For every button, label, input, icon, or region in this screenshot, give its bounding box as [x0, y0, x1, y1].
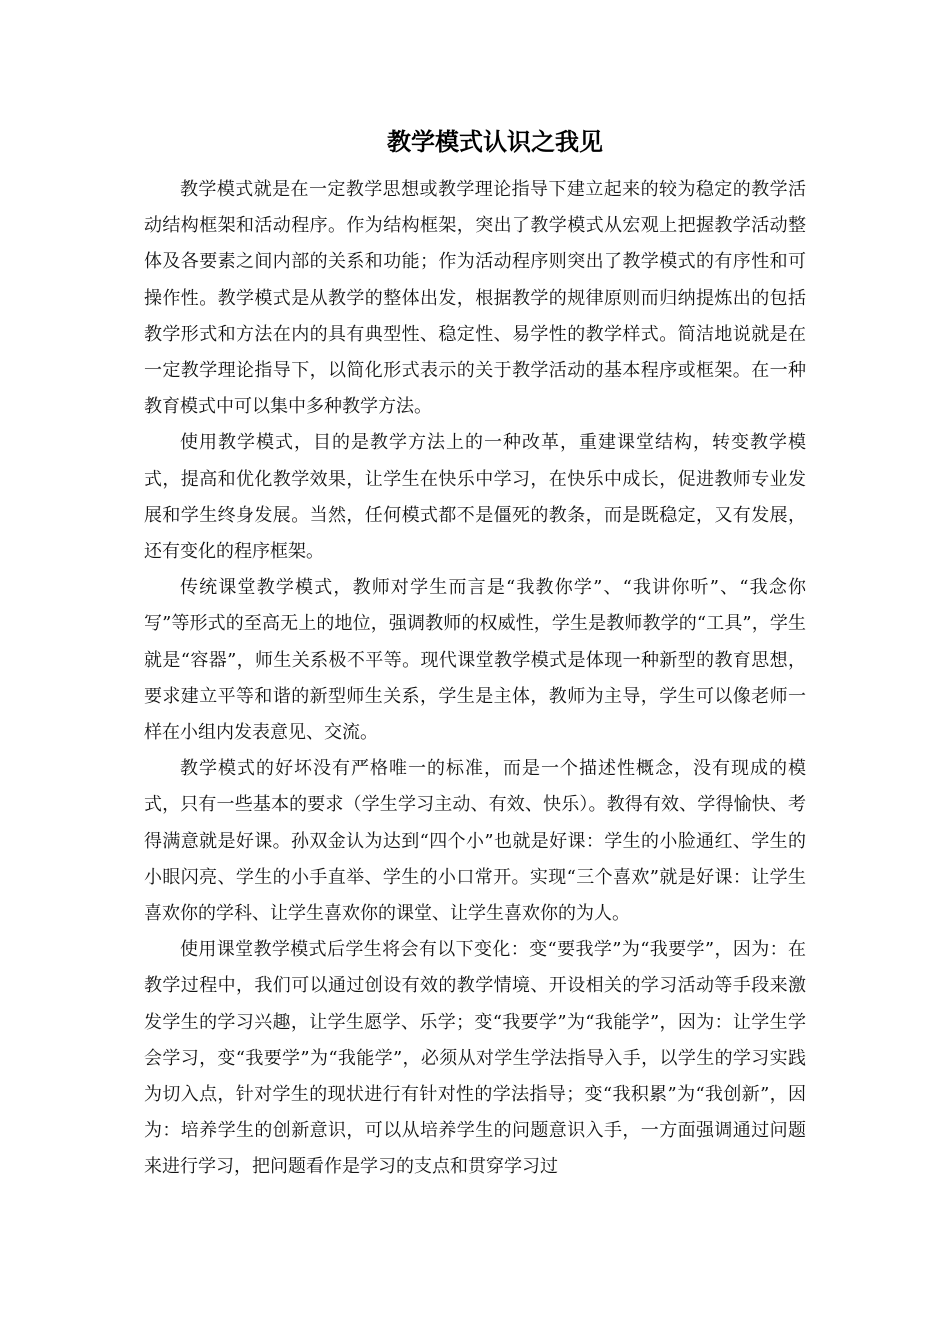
paragraph-2: 使用教学模式，目的是教学方法上的一种改革，重建课堂结构，转变教学模式，提高和优化教学效果，让学生在快乐中学习，在快乐中成长，促进教师专业发展和学生终身发展。当然，任何模式都不是僵死的教条，而是既稳定，又有发展，还有变化的程序框架。: [144, 432, 806, 563]
paragraph-3: 传统课堂教学模式，教师对学生而言是“我教你学”、“我讲你听”、“我念你写”等形式的至高无上的地位，强调教师的权威性，学生是教师教学的“工具”，学生就是“容器”，师生关系极不平等。现代课堂教学模式是体现一种新型的教育思想，要求建立平等和谐的新型师生关系，学生是主体，教师为主导，学生可以像老师一样在小组内发表意见、交流。: [144, 577, 806, 744]
paragraph-1: 教学模式就是在一定教学思想或教学理论指导下建立起来的较为稳定的教学活动结构框架和活动程序。作为结构框架，突出了教学模式从宏观上把握教学活动整体及各要素之间内部的关系和功能；作为活动程序则突出了教学模式的有序性和可操作性。教学模式是从教学的整体出发，根据教学的规律原则而归纳提炼出的包括教学形式和方法在内的具有典型性、稳定性、易学性的教学样式。简洁地说就是在一定教学理论指导下，以简化形式表示的关于教学活动的基本程序或框架。在一种教育模式中可以集中多种教学方法。: [144, 179, 806, 418]
document-title: 教学模式认识之我见: [387, 127, 603, 156]
paragraph-4: 教学模式的好坏没有严格唯一的标准，而是一个描述性概念，没有现成的模式，只有一些基本的要求（学生学习主动、有效、快乐）。教得有效、学得愉快、考得满意就是好课。孙双金认为达到“四个小”也就是好课：学生的小脸通红、学生的小眼闪亮、学生的小手直举、学生的小口常开。实现“三个喜欢”就是好课：让学生喜欢你的学科、让学生喜欢你的课堂、让学生喜欢你的为人。: [144, 758, 806, 925]
document-body: [144, 172, 806, 1186]
paragraph-5: 使用课堂教学模式后学生将会有以下变化：变“要我学”为“我要学”，因为：在教学过程中，我们可以通过创设有效的教学情境、开设相关的学习活动等手段来激发学生的学习兴趣，让学生愿学、乐学；变“我要学”为“我能学”，因为：让学生学会学习，变“我要学”为“我能学”，必须从对学生学法指导入手，以学生的学习实践为切入点，针对学生的现状进行有针对性的学法指导；变“我积累”为“我创新”，因为：培养学生的创新意识，可以从培养学生的问题意识入手，一方面强调通过问题来进行学习，把问题看作是学习的支点和贯穿学习过: [144, 939, 806, 1178]
